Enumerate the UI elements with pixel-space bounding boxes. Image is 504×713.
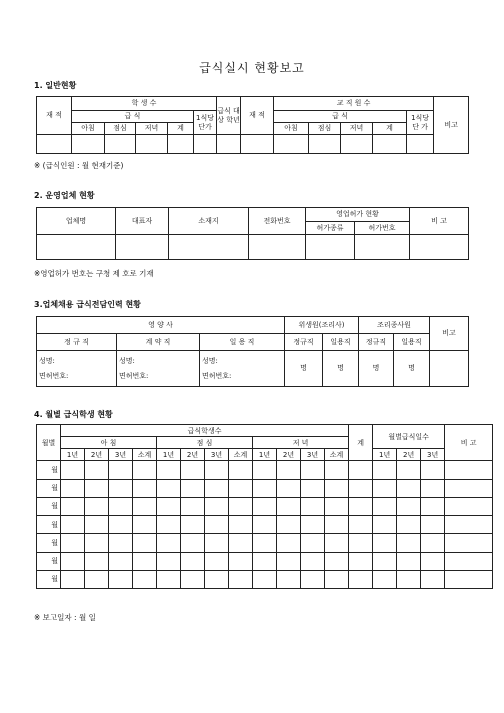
data-cell — [181, 497, 205, 515]
data-cell — [133, 461, 157, 479]
cook-regular-header: 정규직 — [359, 334, 394, 351]
section-1-heading: 1. 일반현황 — [34, 81, 77, 90]
data-cell — [325, 570, 349, 588]
data-cell — [157, 570, 181, 588]
data-cell — [205, 461, 229, 479]
staff-dinner-header: 저녁 — [341, 123, 373, 135]
data-cell — [229, 461, 253, 479]
data-cell — [61, 461, 85, 479]
total-header: 계 — [168, 123, 194, 135]
data-cell — [397, 552, 421, 570]
data-cell — [181, 461, 205, 479]
breakfast-header: 아침 — [72, 123, 105, 135]
data-cell — [61, 570, 85, 588]
data-cell — [229, 516, 253, 534]
count-cell: 명 — [394, 351, 430, 387]
count-cell: 명 — [323, 351, 359, 387]
data-cell — [109, 479, 133, 497]
data-cell — [301, 479, 325, 497]
report-date: ※ 보고일자 : 월 일 — [34, 613, 96, 622]
students-header: 학 생 수 — [72, 97, 217, 111]
data-cell — [277, 516, 301, 534]
data-cell — [133, 552, 157, 570]
days-grade2-header: 2년 — [397, 449, 421, 461]
table-row — [37, 570, 493, 588]
data-cell — [421, 570, 445, 588]
license-no-header: 허가번호 — [355, 222, 410, 235]
data-cell — [181, 570, 205, 588]
data-cell — [373, 570, 397, 588]
data-cell — [85, 516, 109, 534]
data-cell — [421, 461, 445, 479]
count-cell: 명 — [359, 351, 394, 387]
data-cell — [109, 570, 133, 588]
data-cell — [349, 497, 373, 515]
data-cell — [349, 552, 373, 570]
name-label: 성명: — [202, 357, 218, 366]
remarks-header: 비 고 — [445, 425, 493, 461]
data-cell — [325, 479, 349, 497]
dinner-header: 저 녁 — [253, 437, 349, 449]
data-cell — [397, 516, 421, 534]
table-row — [37, 534, 493, 552]
data-cell — [133, 479, 157, 497]
data-cell — [205, 570, 229, 588]
data-cell — [85, 497, 109, 515]
grade3-header: 3년 — [109, 449, 133, 461]
address-header: 소재지 — [169, 208, 249, 235]
data-cell — [205, 534, 229, 552]
data-cell — [309, 135, 341, 154]
data-cell — [421, 552, 445, 570]
data-cell — [241, 135, 274, 154]
data-cell — [277, 479, 301, 497]
data-cell — [253, 552, 277, 570]
data-cell — [133, 534, 157, 552]
table-row — [37, 516, 493, 534]
data-cell — [61, 497, 85, 515]
page-title: 급식실시 현황보고 — [199, 61, 305, 75]
data-cell — [301, 552, 325, 570]
data-cell — [85, 534, 109, 552]
section-4-heading: 4. 월별 급식학생 현황 — [34, 410, 113, 419]
subtotal-header: 소계 — [229, 449, 253, 461]
data-cell — [445, 479, 493, 497]
target-grade-header: 급식 대상 학년 — [217, 97, 241, 135]
unit-price-header: 1식당 단가 — [194, 111, 217, 135]
data-cell — [277, 534, 301, 552]
data-cell — [109, 461, 133, 479]
data-cell — [373, 516, 397, 534]
data-cell — [325, 516, 349, 534]
data-cell — [133, 497, 157, 515]
data-cell — [61, 479, 85, 497]
data-cell — [157, 552, 181, 570]
license-label: 면허번호: — [39, 371, 69, 380]
data-cell — [397, 461, 421, 479]
data-cell — [229, 534, 253, 552]
data-cell — [325, 461, 349, 479]
hygienist-regular-header: 정규직 — [285, 334, 323, 351]
data-cell — [397, 534, 421, 552]
subtotal-header: 소계 — [133, 449, 157, 461]
nutritionist-header: 영 양 사 — [37, 317, 285, 334]
data-cell — [301, 570, 325, 588]
data-cell — [349, 570, 373, 588]
staff-unit-price-header: 1식당 단 가 — [407, 111, 434, 135]
data-cell — [253, 516, 277, 534]
data-cell — [157, 516, 181, 534]
data-cell — [109, 516, 133, 534]
data-cell — [445, 497, 493, 515]
data-cell — [229, 570, 253, 588]
month-cell: 월 — [37, 516, 61, 534]
data-cell — [445, 552, 493, 570]
license-label: 면허번호: — [119, 371, 149, 380]
data-cell — [373, 461, 397, 479]
data-cell — [301, 461, 325, 479]
contract-info-cell — [117, 351, 200, 387]
phone-header: 전화번호 — [249, 208, 306, 235]
data-cell — [274, 135, 309, 154]
license-note: ※영업허가 번호는 구청 제 호로 기재 — [34, 269, 154, 278]
section-3-heading: 3.업체채용 급식전담인력 현황 — [34, 300, 141, 309]
month-header: 월별 — [37, 425, 61, 461]
enrolled-label: 재 적 — [37, 97, 72, 135]
staff-status-table — [36, 316, 469, 387]
staff-lunch-header: 점심 — [309, 123, 341, 135]
data-cell — [253, 461, 277, 479]
grade1-header: 1년 — [61, 449, 85, 461]
data-cell — [109, 497, 133, 515]
daily-header: 일 용 직 — [200, 334, 285, 351]
data-cell — [373, 479, 397, 497]
data-cell — [397, 479, 421, 497]
grade2-header: 2년 — [181, 449, 205, 461]
regular-info-cell — [37, 351, 117, 387]
data-cell — [277, 461, 301, 479]
month-cell: 월 — [37, 552, 61, 570]
license-header: 영업허가 현황 — [306, 208, 410, 222]
grade3-header: 3년 — [205, 449, 229, 461]
lunch-header: 점 심 — [157, 437, 253, 449]
table-row — [37, 479, 493, 497]
grade1-header: 1년 — [157, 449, 181, 461]
remarks-header: 비고 — [434, 97, 469, 154]
data-cell — [181, 516, 205, 534]
data-cell — [397, 497, 421, 515]
month-cell: 월 — [37, 461, 61, 479]
data-cell — [306, 235, 355, 260]
license-type-header: 허가종류 — [306, 222, 355, 235]
ceo-header: 대표자 — [116, 208, 169, 235]
data-cell — [301, 534, 325, 552]
contract-header: 계 약 직 — [117, 334, 200, 351]
data-cell — [445, 570, 493, 588]
data-cell — [205, 516, 229, 534]
count-cell: 명 — [285, 351, 323, 387]
daily-info-cell — [200, 351, 285, 387]
data-cell — [157, 497, 181, 515]
data-cell — [445, 516, 493, 534]
month-cell: 월 — [37, 534, 61, 552]
data-cell — [421, 497, 445, 515]
days-grade3-header: 3년 — [421, 449, 445, 461]
breakfast-header: 아 침 — [61, 437, 157, 449]
license-label: 면허번호: — [202, 371, 232, 380]
data-cell — [421, 516, 445, 534]
data-cell — [217, 135, 241, 154]
table-row — [37, 552, 493, 570]
data-cell — [205, 497, 229, 515]
subtotal-header: 소계 — [325, 449, 349, 461]
grade2-header: 2년 — [277, 449, 301, 461]
data-cell — [249, 235, 306, 260]
operator-status-table — [36, 207, 469, 260]
data-cell — [157, 479, 181, 497]
data-cell — [157, 461, 181, 479]
data-cell — [229, 479, 253, 497]
data-cell — [421, 479, 445, 497]
data-cell — [181, 534, 205, 552]
month-cell: 월 — [37, 497, 61, 515]
data-cell — [277, 552, 301, 570]
data-cell — [277, 497, 301, 515]
table-row — [37, 461, 493, 479]
data-cell — [445, 534, 493, 552]
name-label: 성명: — [39, 357, 55, 366]
dinner-header: 저녁 — [136, 123, 168, 135]
data-cell — [421, 534, 445, 552]
data-cell — [325, 552, 349, 570]
data-cell — [349, 461, 373, 479]
staff-total-header: 계 — [373, 123, 407, 135]
data-cell — [181, 479, 205, 497]
hygienist-daily-header: 일용직 — [323, 334, 359, 351]
cook-daily-header: 일용직 — [394, 334, 430, 351]
lunch-header: 점심 — [105, 123, 136, 135]
data-cell — [157, 534, 181, 552]
grade2-header: 2년 — [85, 449, 109, 461]
data-cell — [109, 552, 133, 570]
month-cell: 월 — [37, 479, 61, 497]
data-cell — [181, 552, 205, 570]
data-cell — [61, 534, 85, 552]
company-header: 업체명 — [37, 208, 116, 235]
remarks-header: 비 고 — [410, 208, 469, 235]
data-cell — [85, 461, 109, 479]
days-header: 월별급식일수 — [373, 425, 445, 449]
data-cell — [116, 235, 169, 260]
data-cell — [133, 516, 157, 534]
total-header: 계 — [349, 425, 373, 461]
data-cell — [373, 552, 397, 570]
staff-enrolled-label: 재 적 — [241, 97, 274, 135]
data-cell — [105, 135, 136, 154]
monthly-status-table — [36, 424, 493, 589]
data-cell — [349, 534, 373, 552]
data-cell — [301, 516, 325, 534]
data-cell — [445, 461, 493, 479]
data-cell — [37, 235, 116, 260]
data-cell — [301, 497, 325, 515]
cook-header: 조리종사원 — [359, 317, 430, 334]
data-cell — [168, 135, 194, 154]
data-cell — [407, 135, 434, 154]
data-cell — [72, 135, 105, 154]
student-meals-header: 급 식 — [72, 111, 194, 123]
data-cell — [253, 479, 277, 497]
data-cell — [229, 497, 253, 515]
data-cell — [397, 570, 421, 588]
data-cell — [325, 497, 349, 515]
students-header: 급식학생수 — [61, 425, 349, 437]
data-cell — [61, 552, 85, 570]
hygienist-header: 위생원(조리사) — [285, 317, 359, 334]
data-cell — [229, 552, 253, 570]
data-cell — [169, 235, 249, 260]
data-cell — [373, 497, 397, 515]
data-cell — [373, 135, 407, 154]
data-cell — [253, 570, 277, 588]
staff-meals-header: 급 식 — [274, 111, 407, 123]
data-cell — [325, 534, 349, 552]
data-cell — [373, 534, 397, 552]
data-cell — [205, 552, 229, 570]
data-cell — [61, 516, 85, 534]
data-cell — [85, 479, 109, 497]
data-cell — [349, 516, 373, 534]
grade1-header: 1년 — [253, 449, 277, 461]
section-2-heading: 2. 운영업체 현황 — [34, 191, 95, 200]
grade3-header: 3년 — [301, 449, 325, 461]
regular-header: 정 규 직 — [37, 334, 117, 351]
month-cell: 월 — [37, 570, 61, 588]
data-cell — [205, 479, 229, 497]
data-cell — [253, 497, 277, 515]
data-cell — [85, 552, 109, 570]
remarks-header: 비고 — [430, 317, 469, 351]
data-cell — [430, 351, 469, 387]
data-cell — [109, 534, 133, 552]
days-grade1-header: 1년 — [373, 449, 397, 461]
data-cell — [136, 135, 168, 154]
data-cell — [410, 235, 469, 260]
data-cell — [133, 570, 157, 588]
data-cell — [349, 479, 373, 497]
staff-header: 교 직 원 수 — [274, 97, 434, 111]
data-cell — [355, 235, 410, 260]
data-cell — [194, 135, 217, 154]
general-status-table — [36, 96, 469, 154]
meal-count-note: ※ (급식인원 : 월 현재기준) — [34, 161, 124, 170]
data-cell — [277, 570, 301, 588]
table-row — [37, 497, 493, 515]
name-label: 성명: — [119, 357, 135, 366]
data-cell — [85, 570, 109, 588]
data-cell — [341, 135, 373, 154]
staff-breakfast-header: 아침 — [274, 123, 309, 135]
data-cell — [253, 534, 277, 552]
data-cell — [37, 135, 72, 154]
